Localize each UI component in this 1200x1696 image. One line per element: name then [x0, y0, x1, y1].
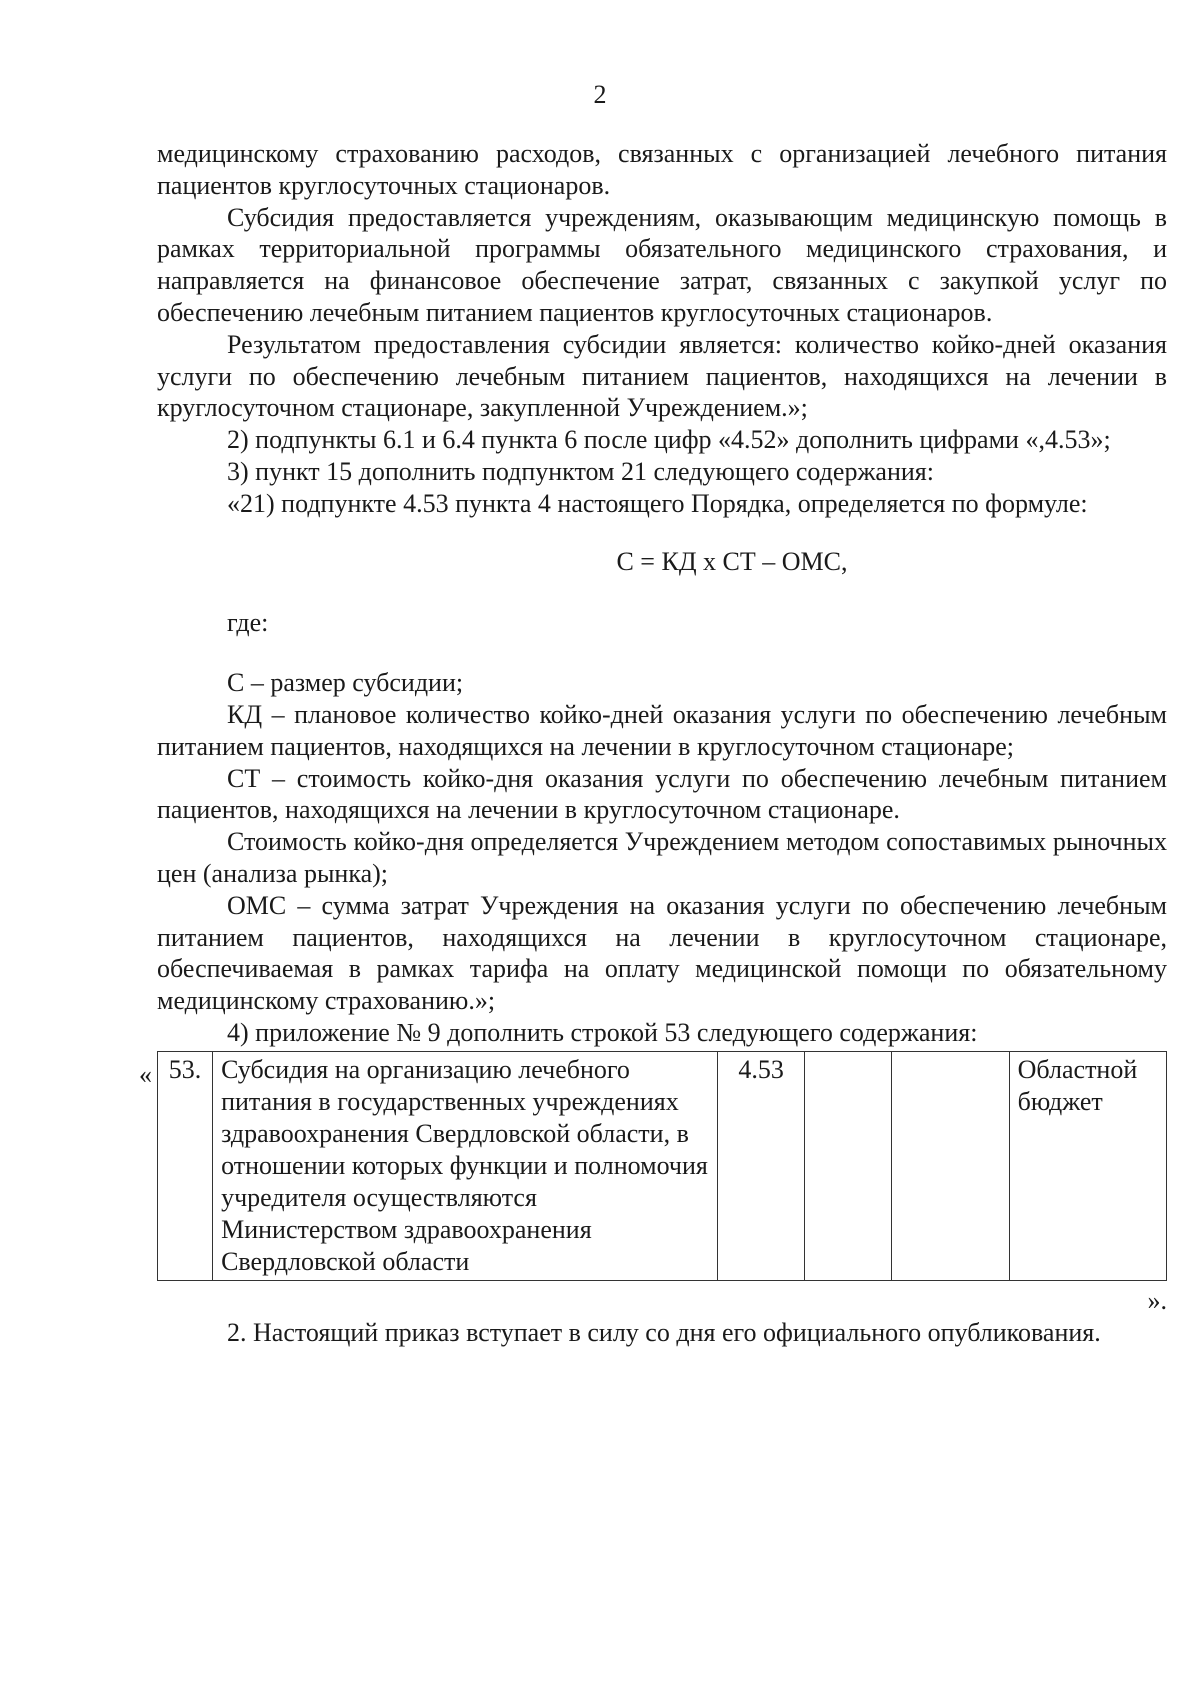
paragraph-subpoint-21: «21) подпункте 4.53 пункта 4 настоящего Порядка, определяется по формуле: — [227, 488, 1088, 518]
table-row — [158, 1051, 1167, 1280]
table-open-quote: « — [139, 1059, 152, 1089]
appendix-table-wrapper — [139, 1051, 1167, 1281]
where-label: где: — [227, 608, 269, 638]
row-budget-cell: Областной бюджет — [1009, 1051, 1166, 1280]
paragraph-subsidy-result: Результатом предоставления субсидии является: количество койко-дней оказания услуги по обеспечению лечебным питанием пациентов, находящихся на лечении в круглосуточном стационаре, закупленной Учреждением.»; — [157, 329, 1167, 423]
paragraph-effective-date: 2. Настоящий приказ вступает в силу со дня его официального опубликования. — [227, 1317, 1101, 1347]
definition-c: С – размер субсидии; — [227, 668, 464, 698]
definition-st: СТ – стоимость койко-дня оказания услуги по обеспечению лечебным питанием пациентов, находящихся на лечении в круглосуточном стационаре. — [157, 763, 1167, 825]
row-empty-cell-1 — [805, 1051, 892, 1280]
row-empty-cell-2 — [892, 1051, 1009, 1280]
row-number-cell: 53. — [158, 1051, 213, 1280]
table-close-quote: ». — [1147, 1285, 1167, 1315]
page-number: 2 — [593, 80, 607, 109]
appendix-table — [157, 1051, 1167, 1281]
paragraph-amendment-4: 4) приложение № 9 дополнить строкой 53 следующего содержания: — [227, 1017, 978, 1047]
definition-oms: ОМС – сумма затрат Учреждения на оказания услуги по обеспечению лечебным питанием пациентов, находящихся на лечении в круглосуточном стационаре, обеспечиваемая в рамках тарифа на оплату медицинской помощи по обязательному медицинскому страхованию.»; — [157, 890, 1167, 1016]
document-body — [139, 138, 1167, 1348]
definition-kd: КД – плановое количество койко-дней оказания услуги по обеспечению лечебным питанием пациентов, находящихся на лечении в круглосуточном стационаре; — [157, 699, 1167, 761]
paragraph-amendment-2: 2) подпункты 6.1 и 6.4 пункта 6 после цифр «4.52» дополнить цифрами «,4.53»; — [227, 425, 1111, 455]
paragraph-amendment-3: 3) пункт 15 дополнить подпунктом 21 следующего содержания: — [227, 456, 934, 486]
row-code-cell: 4.53 — [718, 1051, 805, 1280]
cost-method: Стоимость койко-дня определяется Учреждением методом сопоставимых рыночных цен (анализа рынка); — [157, 827, 1167, 888]
paragraph-continuation: медицинскому страхованию расходов, связанных с организацией лечебного питания пациентов круглосуточных стационаров. — [157, 139, 1167, 200]
paragraph-subsidy-purpose: Субсидия предоставляется учреждениям, оказывающим медицинскую помощь в рамках территориальной программы обязательного медицинского страхования, и направляется на финансовое обеспечение затрат, связанных с закупкой услуг по обеспечению лечебным питанием пациентов круглосуточных стационаров. — [157, 202, 1167, 327]
formula: С = КД х СТ – ОМС, — [616, 546, 848, 576]
row-name-cell: Субсидия на организацию лечебного питания в государственных учреждениях здравоохранения Свердловской области, в отношении которых функции и полномочия учредителя осуществляются Министерством здравоохранения Свердловской области — [213, 1051, 718, 1280]
